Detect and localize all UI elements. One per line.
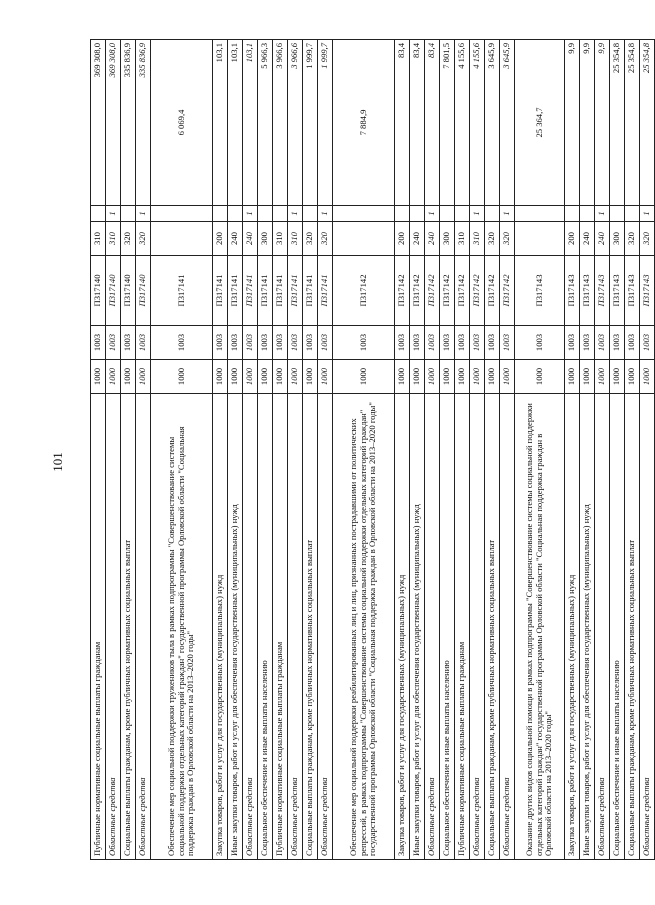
target-article-cell: П317143 [625,256,640,326]
funding-source-cell [440,206,455,222]
table-row [580,40,595,860]
expense-type-cell: 320 [121,222,136,256]
funding-source-cell: 1 [318,206,333,222]
section-code-cell: 1000 [610,360,625,394]
amount-cell: 83,4 [410,40,425,206]
rotated-table-container [90,40,652,860]
amount-cell: 25 354,8 [610,40,625,206]
amount-cell: 25 364,7 [515,40,565,206]
row-name-cell: Иные закупки товаров, работ и услуг для обеспечения государственных (муниципальных) нужд [228,394,243,860]
table-row [213,40,228,860]
section-code-cell: 1000 [470,360,485,394]
table-row [106,40,121,860]
amount-cell: 9,9 [595,40,610,206]
target-article-cell: П317142 [395,256,410,326]
section-code-cell: 1000 [258,360,273,394]
amount-cell: 103,1 [243,40,258,206]
funding-source-cell [303,206,318,222]
table-row [500,40,515,860]
expense-type-cell: 240 [228,222,243,256]
target-article-cell: П317142 [485,256,500,326]
amount-cell: 5 966,3 [258,40,273,206]
section-code-cell: 1000 [318,360,333,394]
expense-type-cell [333,222,395,256]
funding-source-cell [213,206,228,222]
amount-cell: 3 645,9 [485,40,500,206]
subsection-code-cell: 1003 [625,326,640,360]
subsection-code-cell: 1003 [273,326,288,360]
subsection-code-cell: 1003 [213,326,228,360]
target-article-cell: П317141 [243,256,258,326]
subsection-code-cell: 1003 [395,326,410,360]
section-code-cell: 1000 [625,360,640,394]
section-code-cell: 1000 [595,360,610,394]
target-article-cell: П317140 [136,256,151,326]
table-row [243,40,258,860]
amount-cell: 6 069,4 [151,40,213,206]
subsection-code-cell: 1003 [121,326,136,360]
table-row [395,40,410,860]
row-name-cell: Областные средства [288,394,303,860]
target-article-cell: П317141 [151,256,213,326]
row-name-cell: Обеспечение мер социальной поддержки тружеников тыла в рамках подпрограммы "Совершенствование системы социальной поддержки отдельных категорий граждан" государственной программы Орловской области "Социальная поддержка граждан в Орловской области на 2013–2020 годы" [151,394,213,860]
row-name-cell: Областные средства [470,394,485,860]
subsection-code-cell: 1003 [610,326,625,360]
row-name-cell: Социальные выплаты гражданам, кроме публичных нормативных социальных выплат [625,394,640,860]
amount-cell: 335 836,9 [121,40,136,206]
table-row [455,40,470,860]
expense-type-cell: 200 [565,222,580,256]
funding-source-cell [258,206,273,222]
expense-type-cell: 310 [288,222,303,256]
amount-cell: 25 354,8 [625,40,640,206]
row-name-cell: Иные закупки товаров, работ и услуг для обеспечения государственных (муниципальных) нужд [410,394,425,860]
target-article-cell: П317141 [213,256,228,326]
funding-source-cell: 1 [470,206,485,222]
table-row [470,40,485,860]
expense-type-cell: 320 [485,222,500,256]
funding-source-cell: 1 [500,206,515,222]
expense-type-cell [515,222,565,256]
funding-source-cell: 1 [136,206,151,222]
subsection-code-cell: 1003 [106,326,121,360]
subsection-code-cell: 1003 [288,326,303,360]
table-row [303,40,318,860]
table-row [333,40,395,860]
section-code-cell: 1000 [136,360,151,394]
amount-cell: 9,9 [565,40,580,206]
section-code-cell: 1000 [243,360,258,394]
amount-cell: 335 836,9 [136,40,151,206]
subsection-code-cell: 1003 [455,326,470,360]
amount-cell: 9,9 [580,40,595,206]
row-name-cell: Закупка товаров, работ и услуг для государственных (муниципальных) нужд [395,394,410,860]
expense-type-cell: 310 [91,222,106,256]
expense-type-cell: 310 [470,222,485,256]
target-article-cell: П317143 [640,256,655,326]
table-row [136,40,151,860]
funding-source-cell [228,206,243,222]
table-row [440,40,455,860]
section-code-cell: 1000 [91,360,106,394]
expense-type-cell: 300 [258,222,273,256]
section-code-cell: 1000 [333,360,395,394]
section-code-cell: 1000 [106,360,121,394]
section-code-cell: 1000 [273,360,288,394]
expense-type-cell: 300 [440,222,455,256]
row-name-cell: Областные средства [425,394,440,860]
target-article-cell: П317143 [610,256,625,326]
row-name-cell: Иные закупки товаров, работ и услуг для обеспечения государственных (муниципальных) нужд [580,394,595,860]
target-article-cell: П317140 [121,256,136,326]
funding-source-cell [121,206,136,222]
table-row [425,40,440,860]
row-name-cell: Публичные нормативные социальные выплаты гражданам [91,394,106,860]
row-name-cell: Социальные выплаты гражданам, кроме публичных нормативных социальных выплат [121,394,136,860]
subsection-code-cell: 1003 [595,326,610,360]
section-code-cell: 1000 [440,360,455,394]
section-code-cell: 1000 [121,360,136,394]
funding-source-cell [485,206,500,222]
row-name-cell: Закупка товаров, работ и услуг для государственных (муниципальных) нужд [213,394,228,860]
row-name-cell: Областные средства [640,394,655,860]
row-name-cell: Социальное обеспечение и иные выплаты населению [440,394,455,860]
expense-type-cell: 240 [243,222,258,256]
expense-type-cell: 240 [595,222,610,256]
subsection-code-cell: 1003 [500,326,515,360]
section-code-cell: 1000 [288,360,303,394]
subsection-code-cell: 1003 [565,326,580,360]
target-article-cell: П317143 [580,256,595,326]
section-code-cell: 1000 [580,360,595,394]
target-article-cell: П317140 [106,256,121,326]
section-code-cell: 1000 [500,360,515,394]
expense-type-cell: 320 [303,222,318,256]
target-article-cell: П317141 [303,256,318,326]
target-article-cell: П317141 [318,256,333,326]
row-name-cell: Областные средства [500,394,515,860]
funding-source-cell: 1 [106,206,121,222]
expense-type-cell: 200 [213,222,228,256]
section-code-cell: 1000 [485,360,500,394]
target-article-cell: П317143 [595,256,610,326]
table-row [258,40,273,860]
table-row [288,40,303,860]
amount-cell: 3 966,6 [273,40,288,206]
expense-type-cell: 310 [273,222,288,256]
table-row [318,40,333,860]
target-article-cell: П317142 [425,256,440,326]
funding-source-cell [151,206,213,222]
expense-type-cell: 320 [500,222,515,256]
subsection-code-cell: 1003 [243,326,258,360]
funding-source-cell [273,206,288,222]
section-code-cell: 1000 [455,360,470,394]
funding-source-cell: 1 [425,206,440,222]
funding-source-cell: 1 [640,206,655,222]
section-code-cell: 1000 [228,360,243,394]
section-code-cell: 1000 [151,360,213,394]
funding-source-cell [580,206,595,222]
subsection-code-cell: 1003 [470,326,485,360]
budget-table [90,39,655,860]
amount-cell: 83,4 [425,40,440,206]
row-name-cell: Областные средства [106,394,121,860]
subsection-code-cell: 1003 [228,326,243,360]
table-row [410,40,425,860]
row-name-cell: Публичные нормативные социальные выплаты гражданам [273,394,288,860]
table-row [640,40,655,860]
subsection-code-cell: 1003 [515,326,565,360]
expense-type-cell: 310 [106,222,121,256]
section-code-cell: 1000 [565,360,580,394]
page-number: 101 [50,452,65,472]
row-name-cell: Социальное обеспечение и иные выплаты населению [610,394,625,860]
funding-source-cell [455,206,470,222]
funding-source-cell: 1 [595,206,610,222]
row-name-cell: Областные средства [595,394,610,860]
target-article-cell: П317142 [410,256,425,326]
target-article-cell: П317141 [288,256,303,326]
amount-cell: 1 999,7 [303,40,318,206]
table-row [91,40,106,860]
amount-cell: 83,4 [395,40,410,206]
funding-source-cell [333,206,395,222]
amount-cell: 369 308,0 [91,40,106,206]
subsection-code-cell: 1003 [318,326,333,360]
amount-cell: 7 801,5 [440,40,455,206]
target-article-cell: П317141 [273,256,288,326]
expense-type-cell: 200 [395,222,410,256]
row-name-cell: Обеспечение мер социальной поддержки реабилитированных лиц и лиц, признанных пострадавшими от политических репрессий, в рамках подпрограммы "Совершенствование системы социальной поддержки отдельных категорий граждан" государственной программы Орловской области "Социальная поддержка граждан в Орловской области на 2013–2020 годы" [333,394,395,860]
target-article-cell: П317141 [228,256,243,326]
subsection-code-cell: 1003 [425,326,440,360]
expense-type-cell: 320 [640,222,655,256]
table-row [625,40,640,860]
table-row [121,40,136,860]
funding-source-cell [625,206,640,222]
table-row [273,40,288,860]
subsection-code-cell: 1003 [258,326,273,360]
table-row [595,40,610,860]
funding-source-cell [395,206,410,222]
subsection-code-cell: 1003 [410,326,425,360]
amount-cell: 25 354,8 [640,40,655,206]
expense-type-cell [151,222,213,256]
funding-source-cell [515,206,565,222]
row-name-cell: Социальные выплаты гражданам, кроме публичных нормативных социальных выплат [303,394,318,860]
row-name-cell: Социальные выплаты гражданам, кроме публичных нормативных социальных выплат [485,394,500,860]
row-name-cell: Областные средства [318,394,333,860]
section-code-cell: 1000 [213,360,228,394]
expense-type-cell: 300 [610,222,625,256]
amount-cell: 103,1 [228,40,243,206]
funding-source-cell: 1 [243,206,258,222]
target-article-cell: П317143 [515,256,565,326]
target-article-cell: П317141 [258,256,273,326]
amount-cell: 1 999,7 [318,40,333,206]
subsection-code-cell: 1003 [580,326,595,360]
table-row [485,40,500,860]
funding-source-cell [610,206,625,222]
amount-cell: 3 645,9 [500,40,515,206]
expense-type-cell: 310 [455,222,470,256]
expense-type-cell: 240 [410,222,425,256]
section-code-cell: 1000 [640,360,655,394]
subsection-code-cell: 1003 [440,326,455,360]
expense-type-cell: 240 [425,222,440,256]
expense-type-cell: 240 [580,222,595,256]
subsection-code-cell: 1003 [136,326,151,360]
row-name-cell: Областные средства [243,394,258,860]
funding-source-cell [91,206,106,222]
row-name-cell: Оказание других видов социальной помощи в рамках подпрограммы "Совершенствование системы социальной поддержки отдельных категорий граждан" государственной программы Орловской области "Социальная поддержка граждан в Орловской области на 2013–2020 годы" [515,394,565,860]
expense-type-cell: 320 [318,222,333,256]
row-name-cell: Социальное обеспечение и иные выплаты населению [258,394,273,860]
row-name-cell: Областные средства [136,394,151,860]
table-body [91,40,655,860]
target-article-cell: П317142 [470,256,485,326]
row-name-cell: Публичные нормативные социальные выплаты гражданам [455,394,470,860]
subsection-code-cell: 1003 [151,326,213,360]
subsection-code-cell: 1003 [485,326,500,360]
subsection-code-cell: 1003 [333,326,395,360]
expense-type-cell: 320 [136,222,151,256]
section-code-cell: 1000 [515,360,565,394]
section-code-cell: 1000 [410,360,425,394]
target-article-cell: П317142 [455,256,470,326]
subsection-code-cell: 1003 [303,326,318,360]
amount-cell: 3 966,6 [288,40,303,206]
table-row [151,40,213,860]
amount-cell: 4 155,6 [455,40,470,206]
table-row [610,40,625,860]
expense-type-cell: 320 [625,222,640,256]
funding-source-cell [410,206,425,222]
row-name-cell: Закупка товаров, работ и услуг для государственных (муниципальных) нужд [565,394,580,860]
funding-source-cell [565,206,580,222]
subsection-code-cell: 1003 [91,326,106,360]
target-article-cell: П317142 [500,256,515,326]
section-code-cell: 1000 [395,360,410,394]
subsection-code-cell: 1003 [640,326,655,360]
amount-cell: 7 884,9 [333,40,395,206]
table-row [565,40,580,860]
funding-source-cell: 1 [288,206,303,222]
amount-cell: 369 308,0 [106,40,121,206]
amount-cell: 4 155,6 [470,40,485,206]
table-row [515,40,565,860]
section-code-cell: 1000 [425,360,440,394]
section-code-cell: 1000 [303,360,318,394]
target-article-cell: П317140 [91,256,106,326]
target-article-cell: П317142 [333,256,395,326]
target-article-cell: П317143 [565,256,580,326]
target-article-cell: П317142 [440,256,455,326]
table-row [228,40,243,860]
amount-cell: 103,1 [213,40,228,206]
